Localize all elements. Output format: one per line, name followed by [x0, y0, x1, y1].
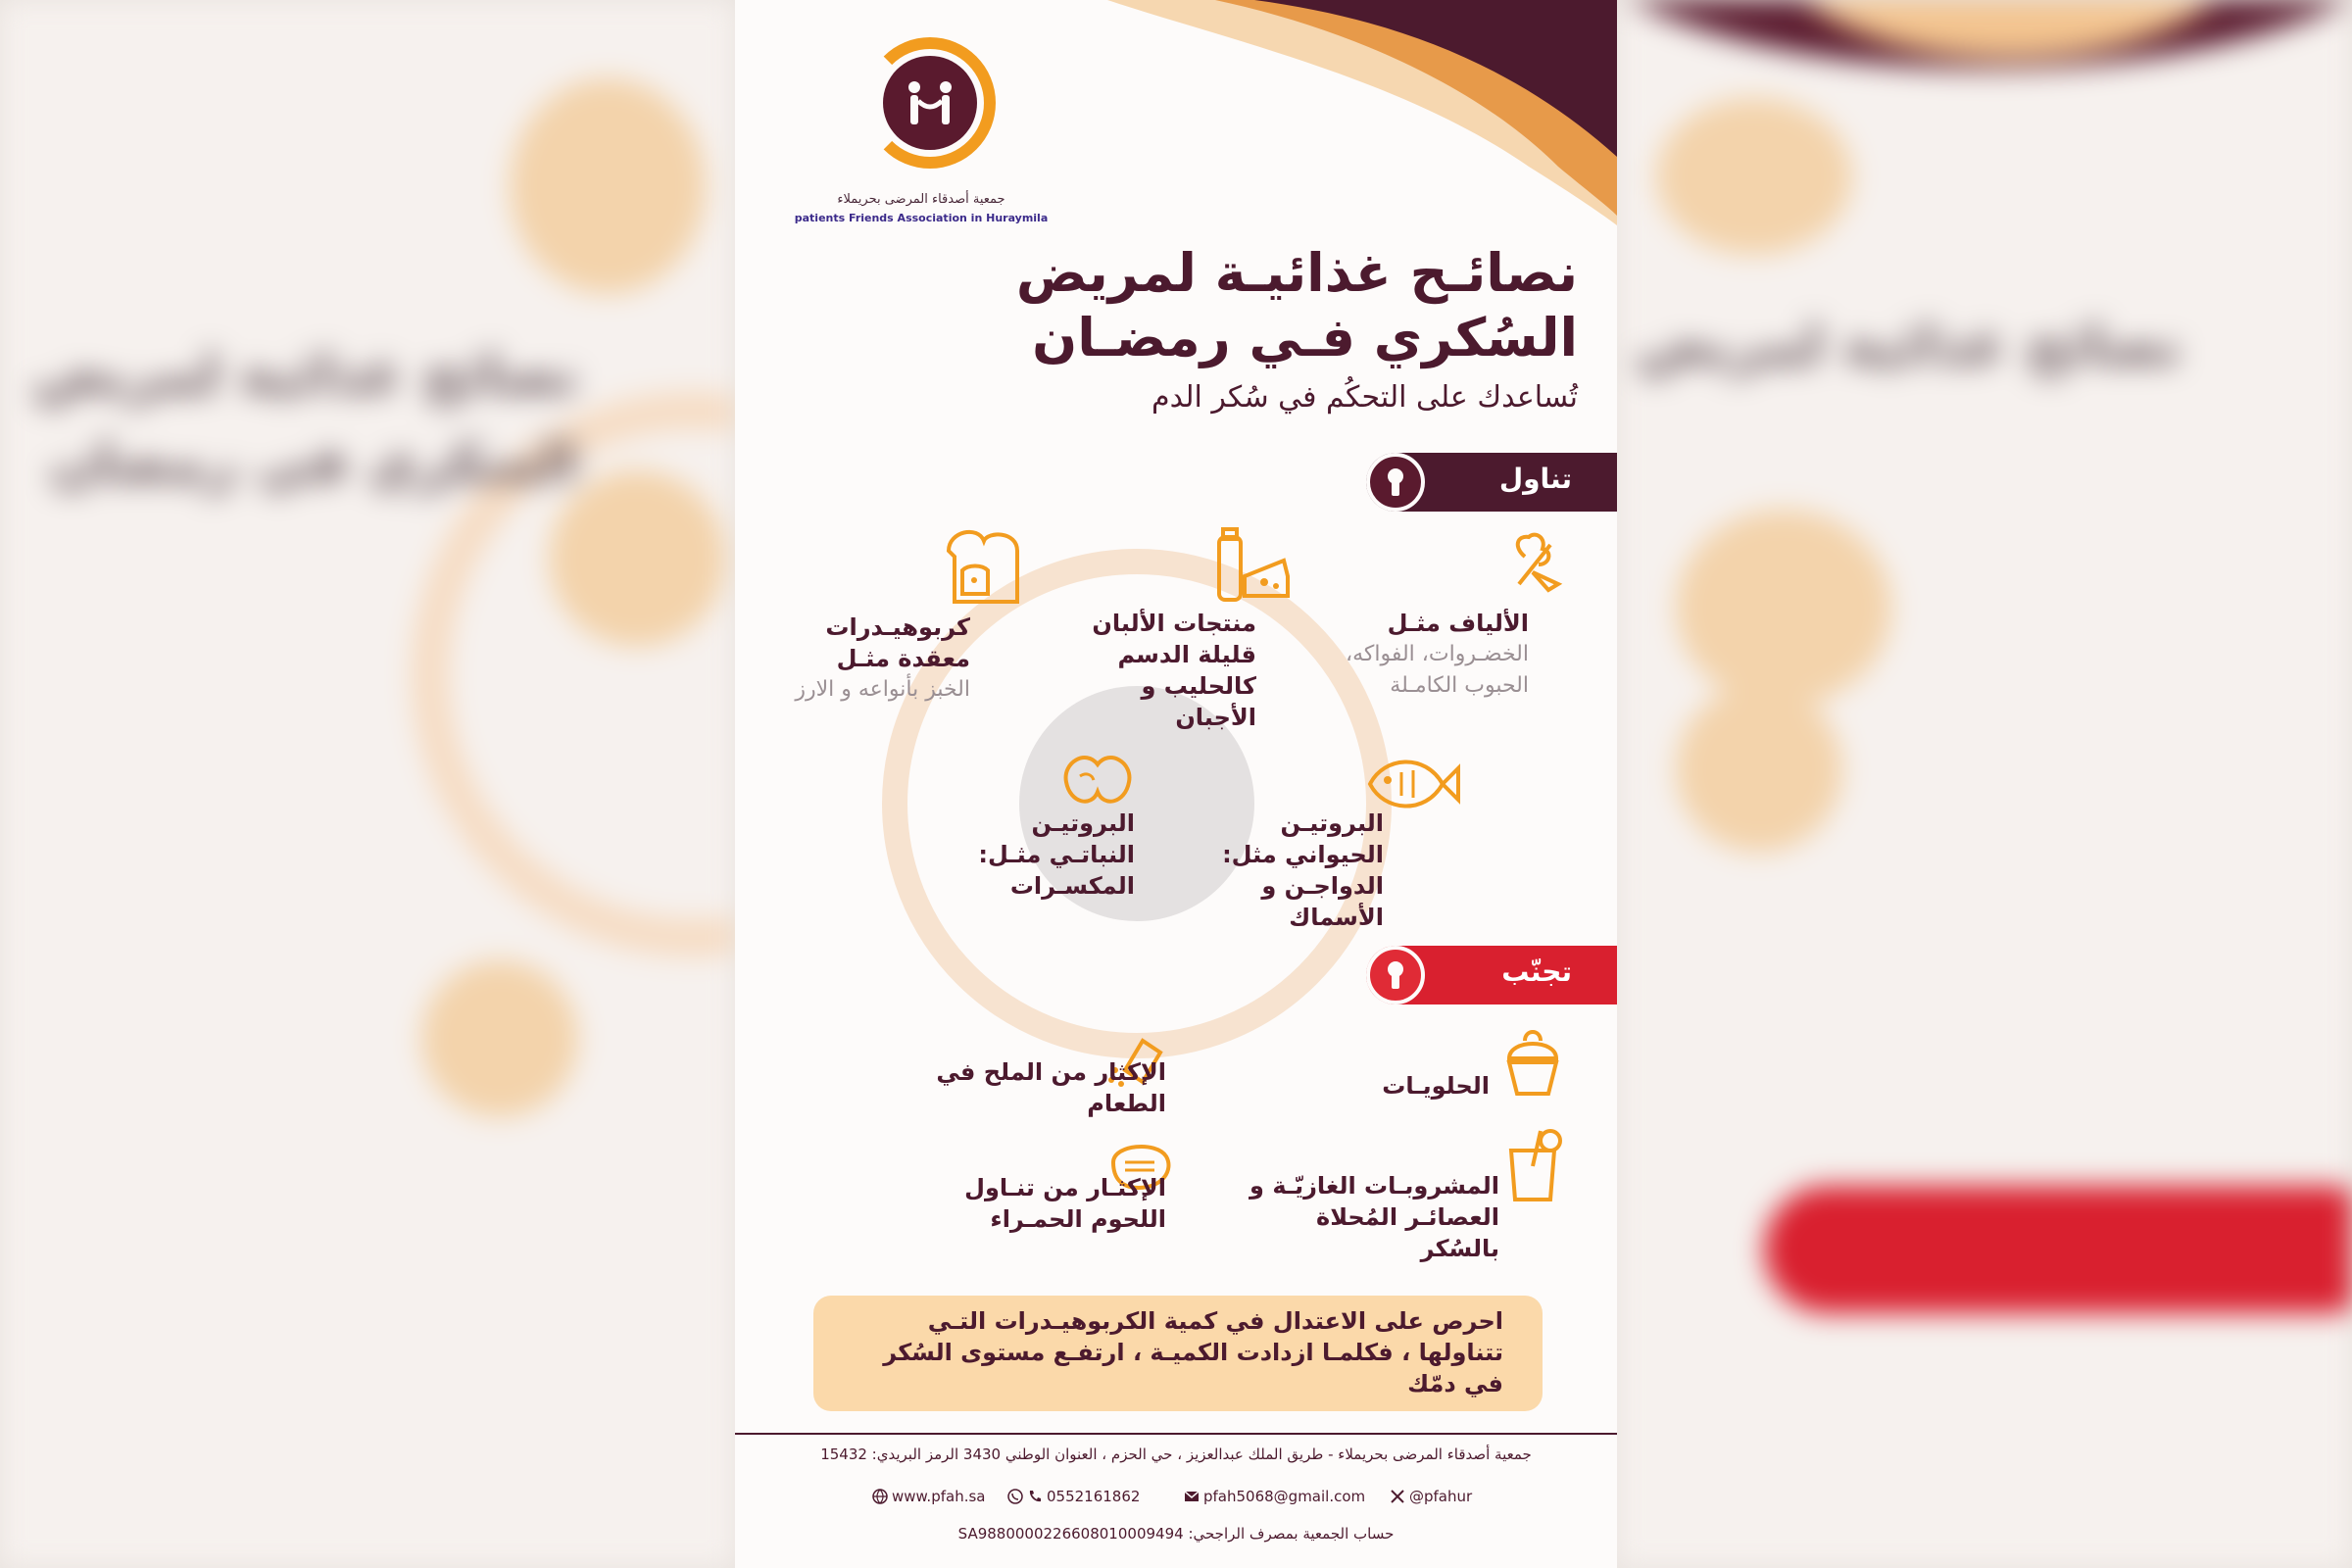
footer-address: جمعية أصدقاء المرضى بحريملاء - طريق الملك عبدالعزيز ، حي الحزم ، العنوان الوطني 3430 الرمز البريدي: 15432: [820, 1446, 1532, 1463]
eat-item-dairy: [1060, 608, 1256, 733]
keyhole-icon: [1366, 946, 1425, 1004]
page-subtitle: تُساعدك على التحكُم في سُكر الدم: [1152, 380, 1578, 415]
footer-contacts: [872, 1488, 1499, 1509]
email-text: pfah5068@gmail.com: [1203, 1488, 1366, 1505]
footer-phone[interactable]: [1007, 1488, 1140, 1505]
phone-icon: [1027, 1489, 1043, 1504]
eat-item-title: البروتيـن الحيواني مثل: الدواجـن و الأسماك: [1222, 809, 1384, 931]
top-wave-decoration: [1107, 0, 1617, 225]
x-logo-icon: [1390, 1489, 1405, 1504]
avoid-item-title: الإكثـار من تنـاول اللحوم الحمـراء: [964, 1174, 1166, 1233]
tab-avoid: [1366, 946, 1617, 1004]
whatsapp-icon: [1007, 1489, 1023, 1504]
footer-email[interactable]: [1184, 1488, 1365, 1505]
carbs-note-box: احرص على الاعتدال في كمية الكربوهيـدرات التـي تتناولها ، فكلمـا ازدادت الكميـة ، ارتفـع مستوى السُكر في دمّك: [813, 1296, 1543, 1411]
eat-item-carbs: [774, 612, 970, 706]
logo-emblem-icon: [883, 56, 977, 150]
vegetables-icon: [1499, 527, 1570, 598]
tab-eat-label: تناول: [1498, 463, 1572, 495]
avoid-item-red-meat: [892, 1172, 1166, 1235]
title-line-2: السُكري فـي رمضـان: [1032, 307, 1578, 368]
nuts-icon: [1058, 743, 1137, 813]
blurred-heading-2: السكري في رمضان: [49, 431, 578, 495]
website-text: www.pfah.sa: [892, 1488, 986, 1505]
eat-item-fiber: [1313, 608, 1529, 702]
globe-icon: [872, 1489, 888, 1504]
twitter-text: @pfahur: [1409, 1488, 1473, 1505]
footer-divider: [735, 1433, 1617, 1435]
blurred-heading-1: نصائح غذائية لمريض: [32, 343, 578, 407]
soda-glass-icon: [1505, 1127, 1564, 1203]
blurred-right-panel: [1617, 0, 2352, 1568]
avoid-item-soda: [1235, 1170, 1499, 1264]
eat-item-desc: الخبز بأنواعه و الارز: [795, 677, 970, 702]
logo-english-name: patients Friends Association in Huraymila: [794, 212, 1049, 224]
bread-icon: [939, 521, 1027, 610]
eat-item-title: البروتيـن النباتـي مثـل: المكسـرات: [978, 809, 1135, 900]
logo-arabic-name: جمعية أصدقاء المرضى بحريملاء: [837, 192, 1005, 207]
avoid-item-title: الإكثار من الملح في الطعام: [936, 1058, 1166, 1117]
footer-twitter[interactable]: [1390, 1488, 1472, 1505]
eat-item-title: الألياف مثـل: [1387, 610, 1529, 637]
cupcake-icon: [1501, 1023, 1564, 1098]
tab-avoid-label: تجنّب: [1501, 956, 1572, 988]
avoid-item-sweets: [1294, 1070, 1490, 1102]
page-title: [970, 241, 1578, 370]
tab-eat: [1366, 453, 1617, 512]
email-icon: [1184, 1489, 1200, 1504]
avoid-item-title: الحلويـات: [1382, 1072, 1490, 1100]
dairy-icon: [1211, 527, 1294, 610]
phone-text: 0552161862: [1047, 1488, 1141, 1505]
eat-item-title: منتجات الألبان قليلة الدسم كالحليب و الأجبان: [1092, 610, 1256, 731]
blurred-heading-3: نصائح غذائية لمريض: [1637, 314, 2182, 377]
footer-website[interactable]: [872, 1488, 985, 1505]
eat-item-title: كربوهيـدرات معقدة مثـل: [825, 613, 970, 672]
avoid-item-salt: [892, 1056, 1166, 1119]
footer-bank-account: حساب الجمعية بمصرف الراجحي: SA9880000226608010009494: [957, 1525, 1395, 1543]
eat-item-desc: الخضـروات، الفواكه، الحبوب الكامـلة: [1345, 642, 1529, 698]
poster: [735, 0, 1617, 1568]
blurred-left-panel: [0, 0, 735, 1568]
keyhole-icon: [1366, 453, 1425, 512]
title-line-1: نصائـح غذائيـة لمريض: [1015, 242, 1578, 304]
eat-item-plant-protein: [939, 808, 1135, 902]
avoid-item-title: المشروبـات الغازيّـة و العصائـر المُحلاة بالسُكر: [1250, 1172, 1499, 1262]
eat-item-animal-protein: [1188, 808, 1384, 933]
